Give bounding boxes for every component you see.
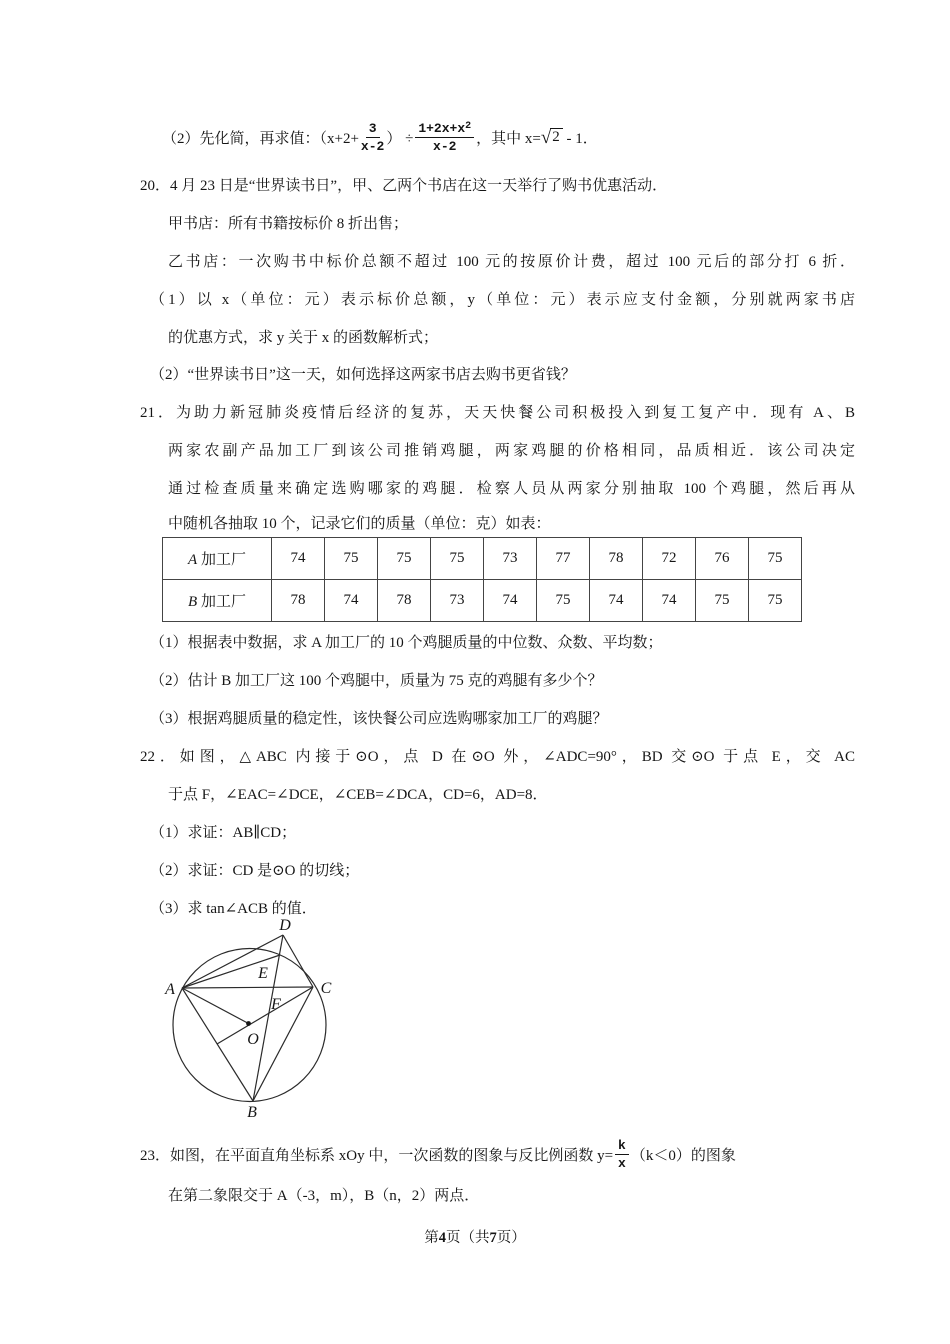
p23-text-1: 23．如图，在平面直角坐标系 xOy 中，一次函数的图象与反比例函数 y= [140,1147,614,1164]
label-D: D [279,917,291,934]
cell: 75 [537,580,590,622]
fraction-1plus2x-over-x-2: $\frac{1+2x+x^2}{x-2}$ [415,120,474,154]
segment-CB [253,987,313,1101]
problem23-statement-2: 在第二象限交于 A（-3，m），B（n，2）两点． [168,1188,480,1204]
cell: 75 [749,538,802,580]
p19-text-3: ，其中 x= [476,130,541,147]
page-footer: 第4页（共7页） [424,1230,526,1246]
problem22-question2: （2）求证：CD 是⊙O 的切线； [150,863,360,879]
problem20-question1-b: 的优惠方式，求 y 关于 x 的函数解析式； [168,330,439,346]
problem21-question2: （2）估计 B 加工厂这 100 个鸡腿中，质量为 75 克的鸡腿有多少个？ [150,673,603,689]
cell: 75 [749,580,802,622]
segment-AO [182,988,249,1024]
problem23-statement-1 [140,1130,736,1178]
problem22-question1: （1）求证：AB∥CD； [150,825,297,841]
cell: 78 [378,580,431,622]
p23-text-2: （k＜0）的图象 [630,1147,736,1164]
cell: 74 [272,538,325,580]
cell: 75 [696,580,749,622]
cell: 72 [643,538,696,580]
chicken-weight-table [162,537,802,622]
problem20-question2: （2）“世界读书日”这一天，如何选择这两家书店去购书更省钱？ [150,367,576,383]
problem19-part2-line [162,110,598,164]
p19-text-2: ） ÷ [386,130,414,147]
cell: 76 [696,538,749,580]
total-pages: 7 [489,1230,497,1246]
problem22-statement-1: 22．如图，△ABC 内接于⊙O，点 D 在⊙O 外，∠ADC=90°，BD 交⊙O 于点 E，交 AC [140,749,855,765]
row-label-factory-a: A 加工厂 [163,538,272,580]
p19-text-4: - 1． [562,130,598,147]
cell: 75 [378,538,431,580]
cell: 78 [272,580,325,622]
problem20-question1-a: （1）以 x（单位：元）表示标价总额，y（单位：元）表示应支付金额，分别就两家书店 [150,292,855,308]
radical-icon: √ [540,126,552,148]
problem20-shop-yi: 乙书店：一次购书中标价总额不超过 100 元的按原价计费，超过 100 元后的部分打 6 折． [168,254,855,270]
problem20-shop-jia: 甲书店：所有书籍按标价 8 折出售； [168,216,409,232]
problem21-statement-3: 通过检查质量来确定选购哪家的鸡腿．检察人员从两家分别抽取 100 个鸡腿，然后再从 [168,481,855,497]
segment-DC [283,935,313,987]
segment-AC [182,987,313,988]
cell: 73 [431,580,484,622]
cell: 74 [484,580,537,622]
cell: 75 [325,538,378,580]
cell: 77 [537,538,590,580]
problem20-statement: 20．4 月 23 日是“世界读书日”，甲、乙两个书店在这一天举行了购书优惠活动． [140,178,668,194]
fraction-k-over-x: $\frac{k}{x}$ [615,1137,629,1171]
circle-geometry-figure [130,916,360,1141]
row-label-factory-b: B 加工厂 [163,580,272,622]
table-row [163,538,802,580]
p19-text-1: （2）先化简，再求值：（x+2+ [162,130,359,147]
p19-sqrt-radicand: 2 [550,128,563,146]
problem22-statement-2: 于点 F，∠EAC=∠DCE，∠CEB=∠DCA，CD=6，AD=8． [168,787,548,803]
page-number: 4 [438,1230,446,1246]
label-C: C [320,980,332,997]
label-O: O [247,1031,259,1048]
label-A: A [165,981,175,998]
problem21-statement-2: 两家农副产品加工厂到该公司推销鸡腿，两家鸡腿的价格相同，品质相近．该公司决定 [168,443,855,459]
label-F: F [271,996,281,1013]
problem21-question1: （1）根据表中数据，求 A 加工厂的 10 个鸡腿质量的中位数、众数、平均数； [150,635,663,651]
fraction-3-over-x-2: $\frac{3}{x-2}$ [360,121,385,154]
cell: 75 [431,538,484,580]
segment-DB [253,935,283,1101]
problem21-statement-1: 21．为助力新冠肺炎疫情后经济的复苏，天天快餐公司积极投入到复工复产中．现有 A、B [140,405,855,421]
problem21-question3: （3）根据鸡腿质量的稳定性，该快餐公司应选购哪家加工厂的鸡腿？ [150,711,608,727]
cell: 73 [484,538,537,580]
label-E: E [258,965,268,982]
cell: 74 [643,580,696,622]
problem22-question3: （3）求 tan∠ACB 的值． [150,901,317,917]
table-row [163,580,802,622]
label-B: B [247,1104,257,1121]
cell: 74 [590,580,643,622]
segment-AB [182,988,253,1101]
center-dot [246,1021,251,1026]
cell: 74 [325,580,378,622]
cell: 78 [590,538,643,580]
problem21-statement-4: 中随机各抽取 10 个，记录它们的质量（单位：克）如表： [168,516,551,532]
